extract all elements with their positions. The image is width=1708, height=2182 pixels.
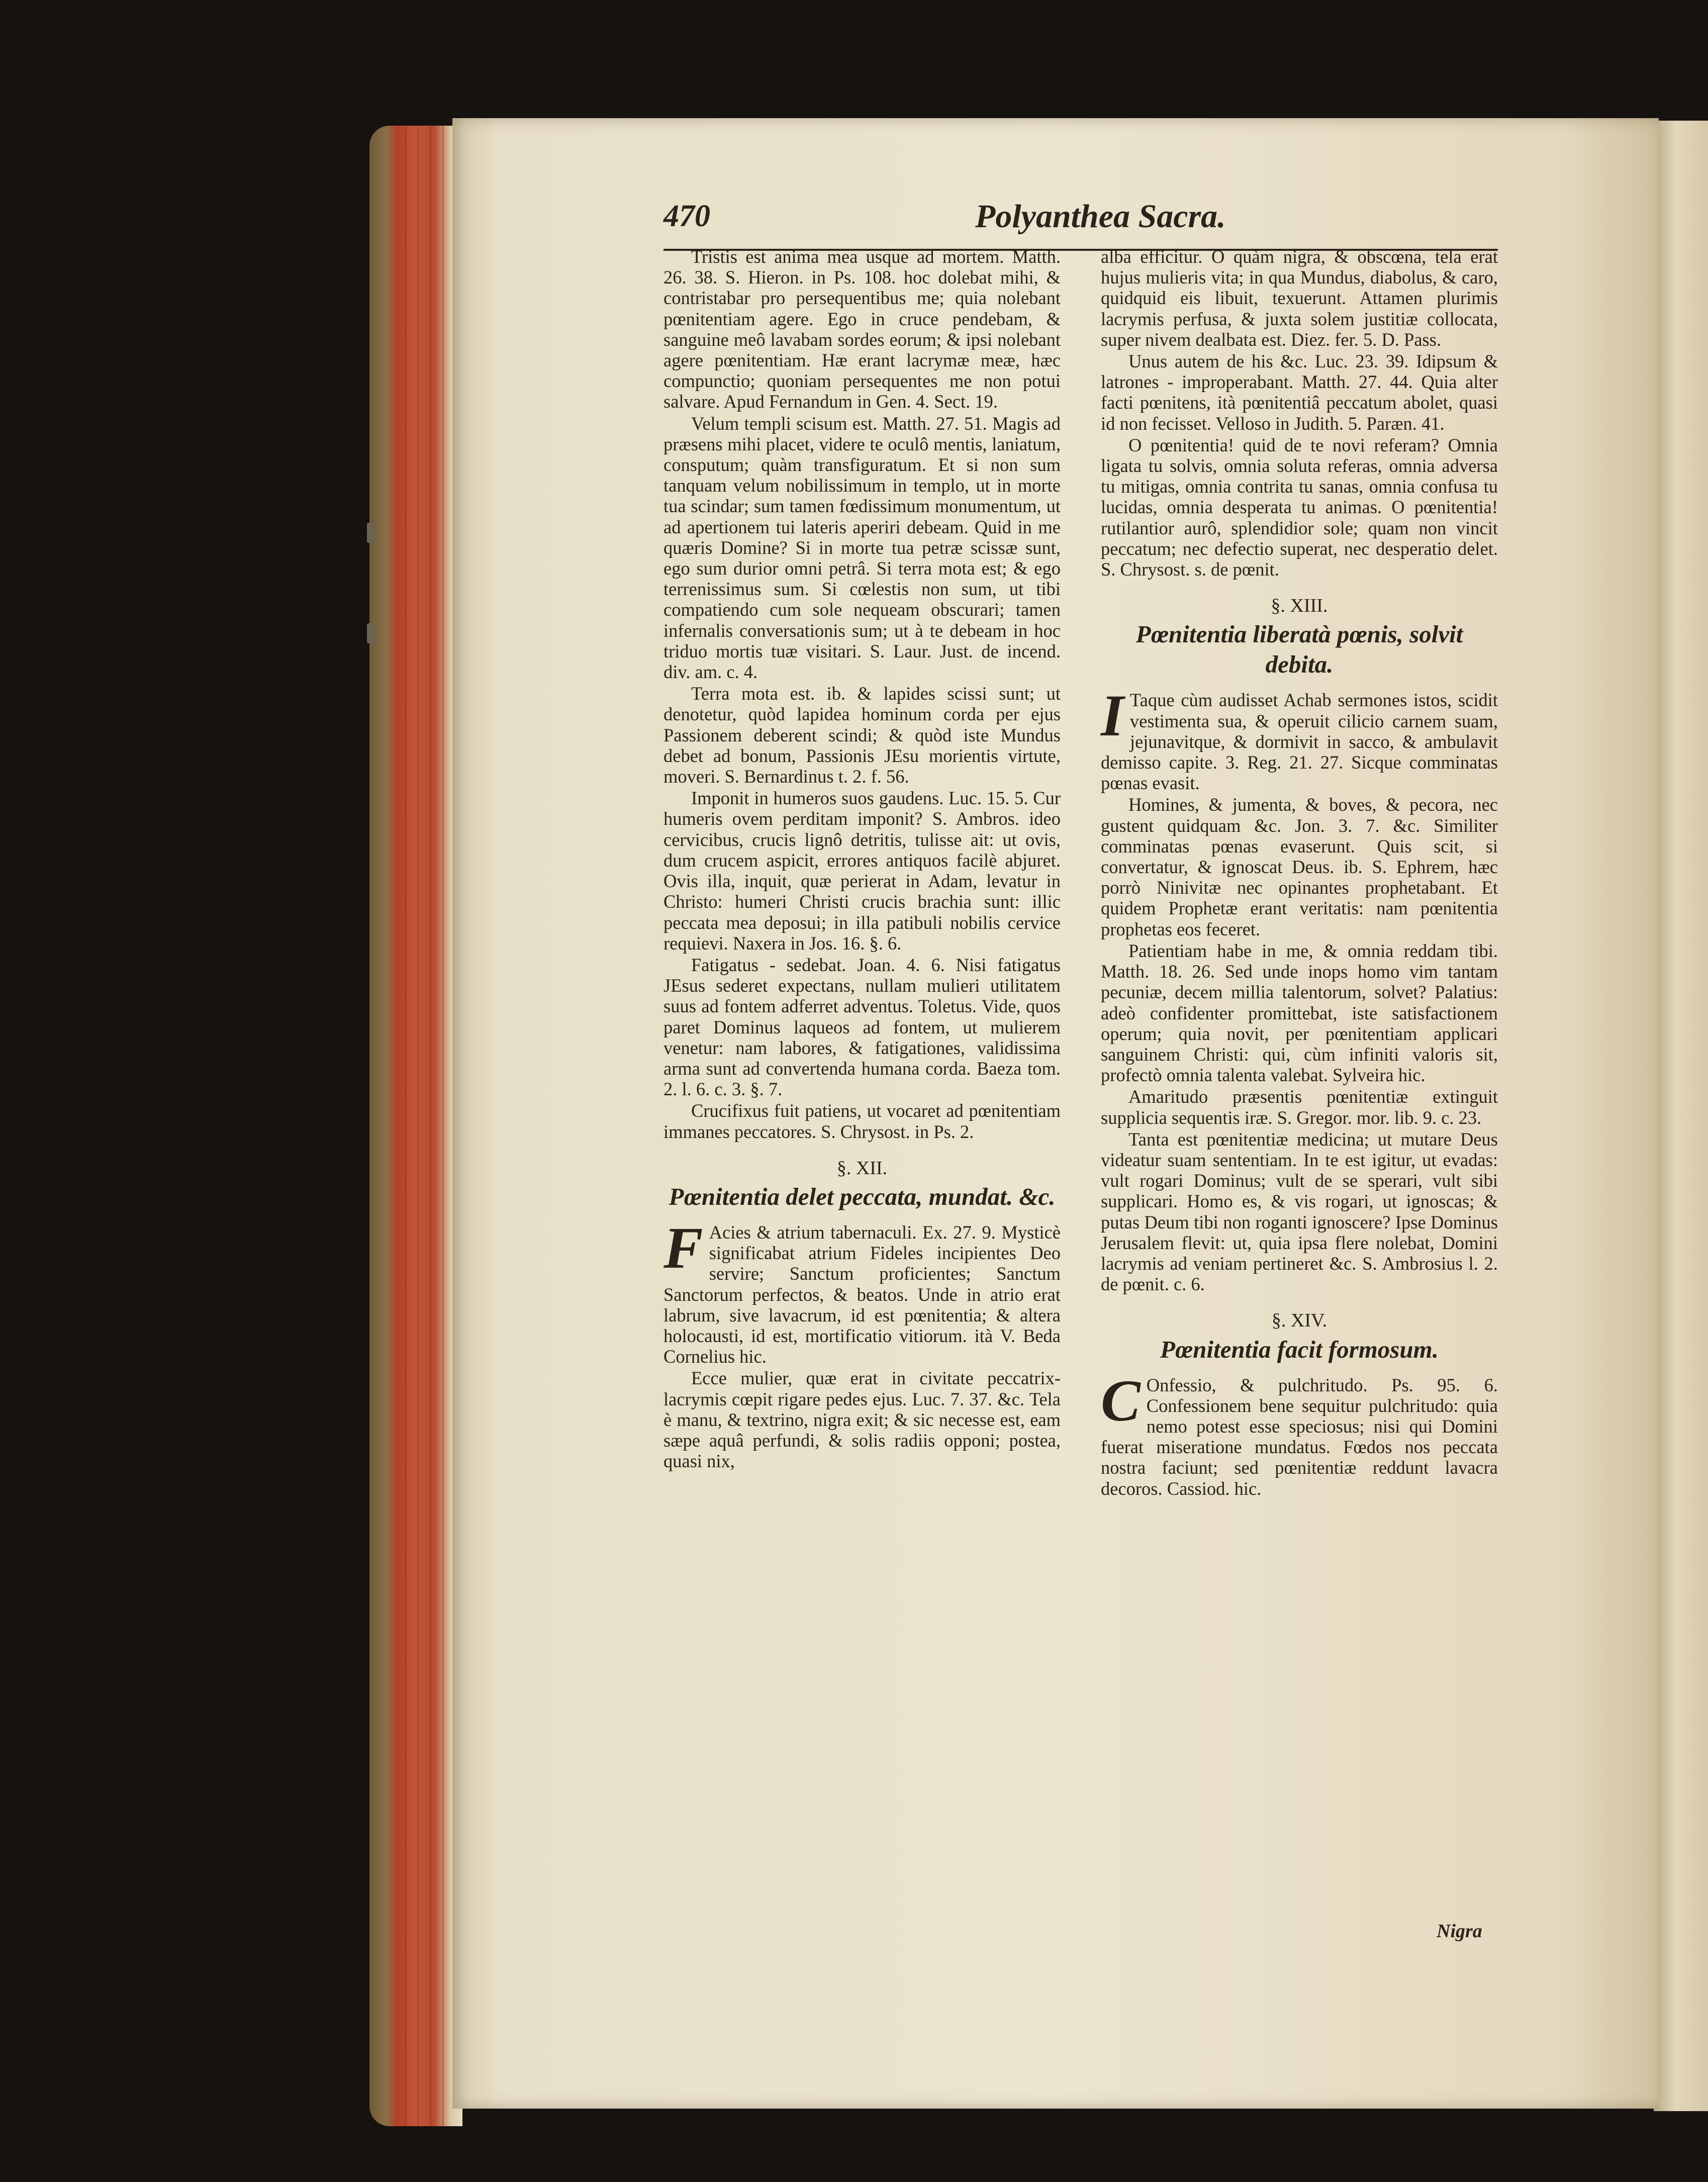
paragraph: Terra mota est. ib. & lapides scissi sunt; ut denotetur, quòd lapidea hominum corda per ejus Passionem deberent scindi; & quòd iste Mundus debet ad bonum, Passionis JEsu morientis virtute, moveri. S. Bernardinus t. 2. f. 56. — [663, 683, 1061, 787]
drop-cap: C — [1101, 1367, 1141, 1434]
running-title: Polyanthea Sacra. — [975, 198, 1226, 235]
paragraph: O pœnitentia! quid de te novi referam? Omnia ligata tu solvis, omnia soluta referas, omnia adversa tu mitigas, omnia contrita tu sanas, omnia confusa tu lucidas, omnia desperata tu animas. O pœnitentia! rutilantior aurô, splendidior sole; quam non vincit peccatum; nec defectio superat, nec desperatio delet. S. Chrysost. s. de pœnit. — [1101, 434, 1498, 580]
paragraph: Imponit in humeros suos gaudens. Luc. 15. 5. Cur humeris ovem perditam imponit? S. Ambros. ideo cervicibus, crucis lignô detritis, tulisse ait: ut ovis, dum crucem aspicit, errores antiquos facilè abjuret. Ovis illa, inquit, quæ perierat in Adam, levatur in Christo: humeri Christi crucis brachia sunt: illic peccata mea deposui; in illa patibuli nobilis cervice requievi. Naxera in Jos. 16. §. 6. — [663, 788, 1061, 954]
paragraph: Tanta est pœnitentiæ medicina; ut mutare Deus videatur suam sententiam. In te est igitur, ut evadas: vult rogari Dominus; vult de se sperari, vult sibi supplicari. Homo es, & vis rogari, ut ignoscas; & putas Deum tibi non roganti ignoscere? Ipse Dominus Jerusalem flevit: ut, quia ipsa flere nolebat, Domini lacrymis ad veniam pertineret &c. S. Ambrosius l. 2. de pœnit. c. 6. — [1101, 1128, 1498, 1295]
section-heading: §. XIII. — [1271, 595, 1328, 617]
paragraph: alba efficitur. O quàm nigra, & obscœna, tela erat hujus mulieris vita; in qua Mundus, diabolus, & caro, quidquid eis libuit, texuerunt. Attamen plurimis lacrymis perfusa, & juxta solem justitiæ collocata, super nivem dealbata est. Diez. fer. 5. D. Pass. — [1101, 246, 1498, 350]
page-number: 470 — [663, 199, 710, 233]
drop-cap: I — [1101, 683, 1124, 749]
section-title: Pœnitentia facit formosum. — [1160, 1335, 1439, 1363]
section-title: Pœnitentia delet peccata, mundat. &c. — [669, 1182, 1056, 1210]
paragraph: Tristis est anima mea usque ad mortem. Matth. 26. 38. S. Hieron. in Ps. 108. hoc dolebat mihi, & contristabar pro persequentibus me; quia nolebant pœnitentiam agere. Ego in cruce pendebam, & sanguine meô lavabam sordes eorum; & ipsi nolebant agere pœnitentiam. Hæ erant lacrymæ meæ, hæc compunctio; quoniam persequentes me non potui salvare. Apud Fernandum in Gen. 4. Sect. 19. — [663, 246, 1061, 412]
book-clasp — [367, 623, 376, 643]
section-heading: §. XII. — [836, 1157, 888, 1179]
catchword: Nigra — [1437, 1921, 1482, 1942]
right-column — [1101, 246, 1498, 1500]
book-page-edges — [369, 126, 462, 2126]
paragraph: F Acies & atrium tabernaculi. Ex. 27. 9. Mysticè significabat atrium Fideles incipientes Deo servire; Sanctum proficientes; Sanctum Sanctorum perfectos, & beatos. Unde in atrio erat labrum, sive lavacrum, id est pœnitentia; & altera holocausti, id est, mortificatio vitiorum. ità V. Beda Cornelius hic. — [663, 1214, 1061, 1367]
paragraph: Homines, & jumenta, & boves, & pecora, nec gustent quidquam &c. Jon. 3. 7. &c. Similiter comminatas pœnas evaserunt. Quis scit, si convertatur, & ignoscat Deus. ib. S. Ephrem, hæc porrò Ninivitæ nec opinantes prophetabant. Et quidem Prophetæ erant veritatis: nam pœnitentia prophetas eos feceret. — [1101, 794, 1498, 939]
paragraph: Velum templi scisum est. Matth. 27. 51. Magis ad præsens mihi placet, videre te oculô mentis, laniatum, consputum; quàm transfiguratum. Et si non sum tanquam velum nobilissimum in templo, ut in morte tua scindar; sum tamen fœdissimum monumentum, ut ad apertionem tui lateris aperiri debeam. Quid in me quæris Domine? Si in morte tua petræ scissæ sunt, ego sum durior omni petrâ. Si terra mota est; & ego terrenissimus sum. Si cœlestis non sum, ut tibi compatiendo cum sole nequeam obscurari; tamen infernalis conversationis sum; ut à te debeam in hoc triduo mortis tuæ visitari. S. Laur. Just. de incend. div. am. c. 4. — [663, 413, 1061, 683]
paragraph: C Onfessio, & pulchritudo. Ps. 95. 6. Confessionem bene sequitur pulchritudo: quia nemo potest esse speciosus; nisi qui Domini fuerat miseratione mundatus. Fœdos nos peccata nostra faciunt; sed pœnitentiæ reddunt lavacra decoros. Cassiod. hic. — [1101, 1367, 1498, 1499]
paragraph: Unus autem de his &c. Luc. 23. 39. Idipsum & latrones - improperabant. Matth. 27. 44. Quia alter facti pœnitens, ità pœnitentiâ peccatum abolet, quasi id non fecisset. Velloso in Judith. 5. Paræn. 41. — [1101, 351, 1498, 434]
section-heading: §. XIV. — [1271, 1310, 1327, 1332]
book-clasp — [367, 523, 376, 543]
left-column — [663, 246, 1061, 1472]
paragraph: Fatigatus - sedebat. Joan. 4. 6. Nisi fatigatus JEsus sederet expectans, nullam mulieri utilitatem suus ad fontem adferret adventus. Toletus. Vide, quos paret Dominus laqueos ad fontem, ut mulierem venetur: nam labores, & fatigationes, validissima arma sunt ad convertenda humana corda. Baeza tom. 2. l. 6. c. 3. §. 7. — [663, 954, 1061, 1100]
paragraph: I Taque cùm audisset Achab sermones istos, scidit vestimenta sua, & operuit cilicio carnem suam, jejunavitque, & dormivit in sacco, & ambulavit demisso capite. 3. Reg. 21. 27. Sicque comminatas pœnas evasit. — [1101, 683, 1498, 794]
paragraph: Patientiam habe in me, & omnia reddam tibi. Matth. 18. 26. Sed unde inops homo vim tantam pecuniæ, decem millia talentorum, solvet? Palatius: adeò confidenter promittebat, iste satisfactionem operum; quia novit, per pœnitentiam applicari sanguinem Christi: qui, cùm infiniti valoris sit, profectò omnia talenta valebat. Sylveira hic. — [1101, 940, 1498, 1086]
section-title: Pœnitentia liberatà pœnis, solvit debita. — [1135, 620, 1463, 679]
paragraph: Amaritudo præsentis pœnitentiæ extinguit supplicia sequentis iræ. S. Gregor. mor. lib. 9. c. 23. — [1101, 1086, 1498, 1128]
next-page-edge — [1654, 121, 1708, 2111]
page-header — [663, 194, 1498, 251]
paragraph: Ecce mulier, quæ erat in civitate peccatrix-lacrymis cœpit rigare pedes ejus. Luc. 7. 37. &c. Tela è manu, & textrino, nigra exit; & sic necesse est, eam sæpe aquâ perfundi, & solis radiis opponi; postea, quasi nix, — [663, 1368, 1061, 1472]
drop-cap: F — [663, 1214, 703, 1281]
paragraph: Crucifixus fuit patiens, ut vocaret ad pœnitentiam immanes peccatores. S. Chrysost. in Ps. 2. — [663, 1100, 1061, 1142]
